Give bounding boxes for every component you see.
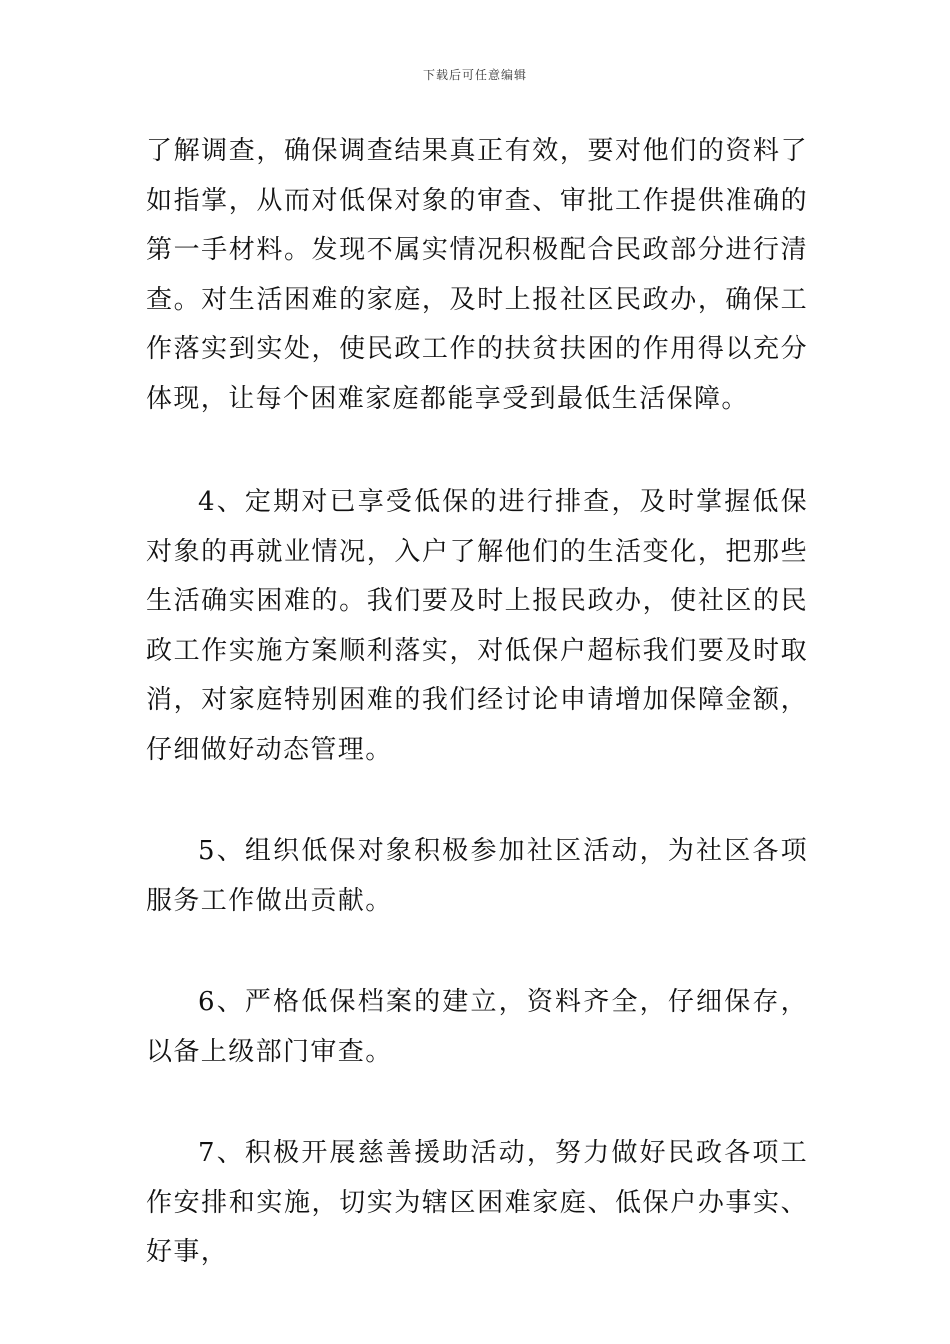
header-note: 下载后可任意编辑 [422,68,527,82]
paragraph-item-6: 6、严格低保档案的建立，资料齐全，仔细保存，以备上级部门审查。 [146,987,808,1067]
paragraph-item-4: 4、定期对已享受低保的进行排查，及时掌握低保对象的再就业情况，入户了解他们的生活变化，把那些生活确实困难的。我们要及时上报民政办，使社区的民政工作实施方案顺利落实，对低保户超标我们要及时取消，对家庭特别困难的我们经讨论申请增加保障金额，仔细做好动态管理。 [146,487,808,765]
paragraph-item-5: 5、组织低保对象积极参加社区活动，为社区各项服务工作做出贡献。 [146,836,808,916]
paragraph-item-7: 7、积极开展慈善援助活动，努力做好民政各项工作安排和实施，切实为辖区困难家庭、低保户办事实、好事， [146,1138,808,1267]
document-body [146,127,808,1278]
paragraph-continuation: 了解调查，确保调查结果真正有效，要对他们的资料了如指掌，从而对低保对象的审查、审批工作提供准确的第一手材料。发现不属实情况积极配合民政部分进行清查。对生活困难的家庭，及时上报社区民政办，确保工作落实到实处，使民政工作的扶贫扶困的作用得以充分体现，让每个困难家庭都能享受到最低生活保障。 [146,136,808,414]
